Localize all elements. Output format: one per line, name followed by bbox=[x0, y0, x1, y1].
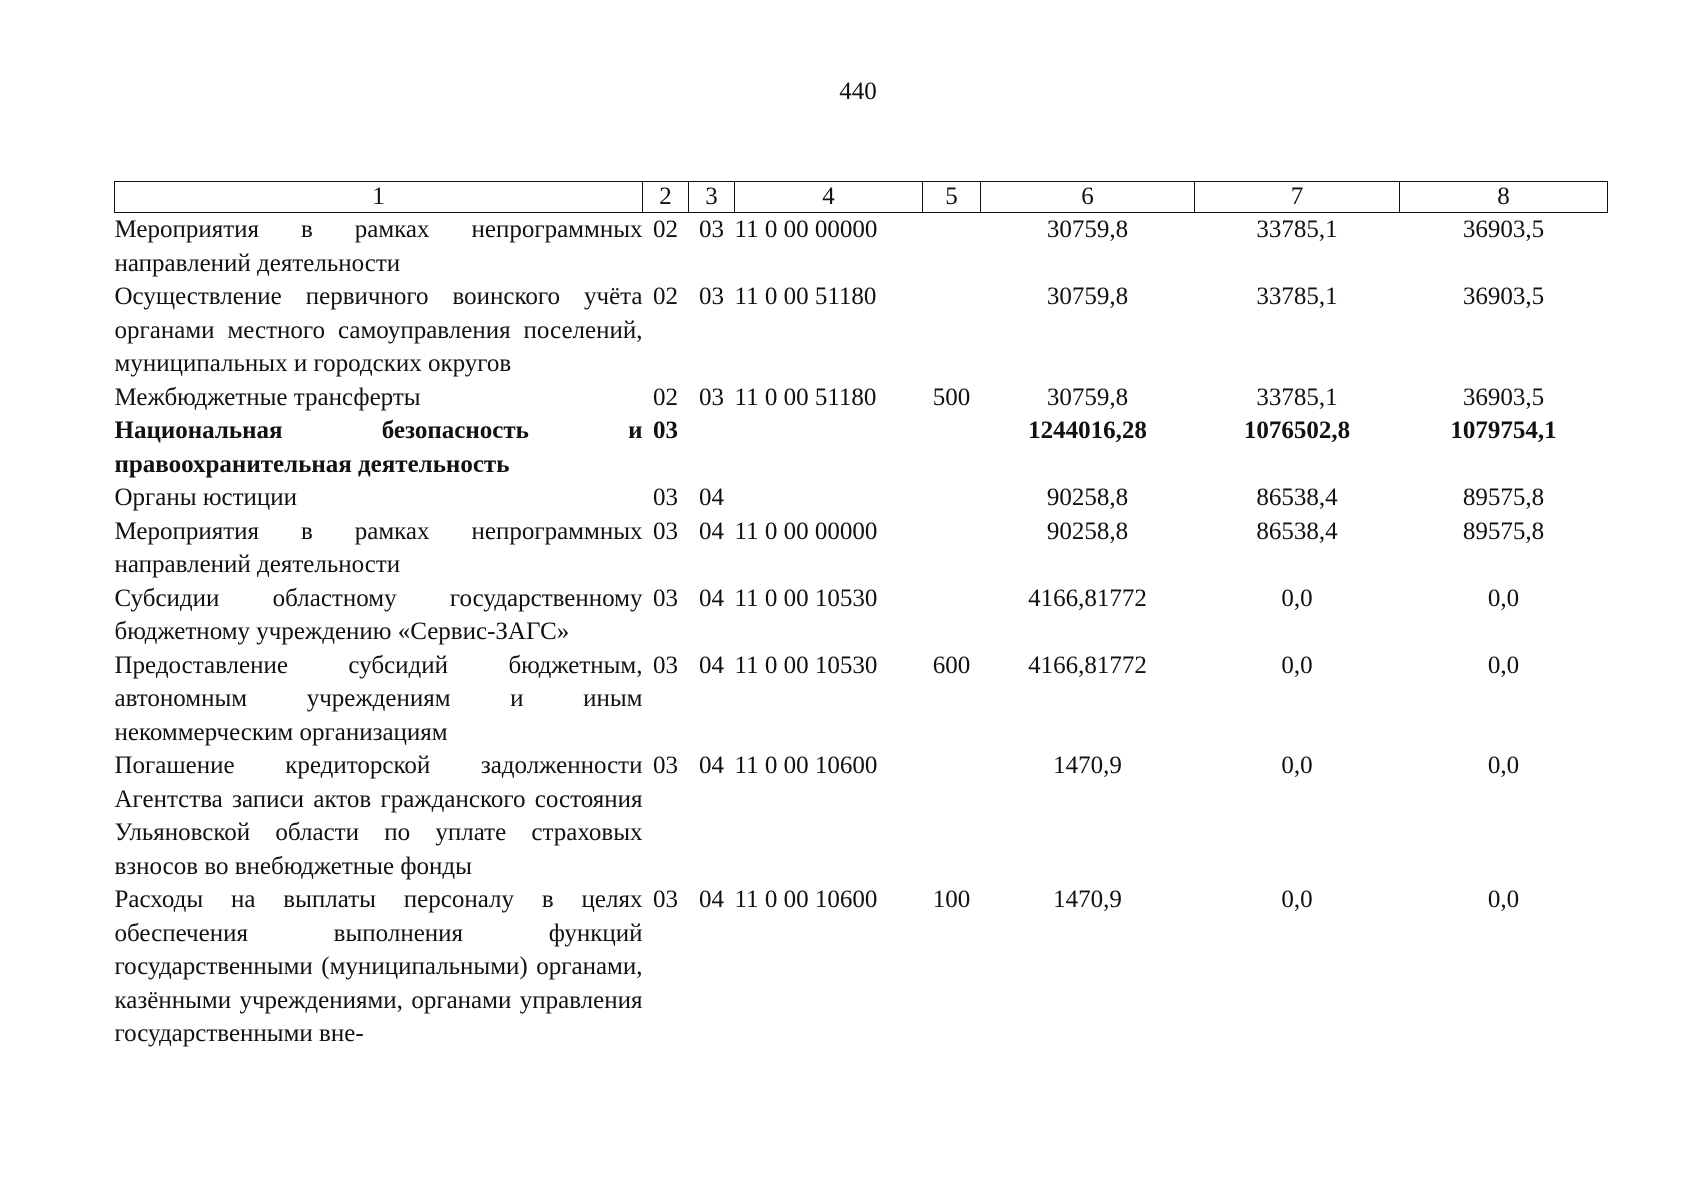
row-section-code: 03 bbox=[653, 484, 678, 511]
row-amount-col7: 33785,1 bbox=[1256, 283, 1338, 310]
row-amount-col7: 33785,1 bbox=[1256, 216, 1338, 243]
row-section-code: 03 bbox=[653, 886, 678, 913]
row-description: Предоставление субсидий бюджетным, автономным учреждениям и иным некоммерческим организациям bbox=[114, 651, 643, 746]
row-target-article: 11 0 00 51180 bbox=[734, 383, 877, 411]
row-target-article: 11 0 00 10530 bbox=[734, 584, 878, 612]
row-amount-col6: 1470,9 bbox=[1053, 886, 1122, 913]
row-section-code: 03 bbox=[653, 584, 678, 612]
row-amount-col6: 90258,8 bbox=[1046, 517, 1129, 545]
row-amount-col8: 89575,8 bbox=[1462, 484, 1545, 511]
row-subsection-code: 04 bbox=[699, 651, 724, 679]
row-amount-col6: 90258,8 bbox=[1046, 484, 1129, 511]
table-row bbox=[115, 515, 1608, 582]
table-row bbox=[115, 280, 1608, 381]
table-row bbox=[115, 481, 1608, 515]
row-amount-col7: 1076502,8 bbox=[1243, 417, 1351, 444]
row-amount-col6: 1470,9 bbox=[1053, 752, 1122, 779]
header-cell-7: 7 bbox=[1195, 182, 1400, 213]
row-description: Осуществление первичного воинского учёта органами местного самоуправления поселений, муниципальных и городских округов bbox=[114, 283, 643, 377]
row-subsection-code: 04 bbox=[699, 517, 724, 545]
row-target-article: 11 0 00 10600 bbox=[734, 752, 878, 779]
row-amount-col8: 89575,8 bbox=[1462, 517, 1545, 545]
header-cell-6: 6 bbox=[981, 182, 1195, 213]
row-subsection-code: 03 bbox=[699, 216, 724, 243]
row-description: Органы юстиции bbox=[114, 484, 298, 511]
row-amount-col8: 0,0 bbox=[1487, 584, 1520, 612]
row-section-code: 03 bbox=[653, 752, 678, 779]
header-cell-1: 1 bbox=[115, 182, 643, 213]
row-expense-type bbox=[923, 515, 981, 582]
row-amount-col7: 33785,1 bbox=[1256, 383, 1338, 411]
table-row bbox=[115, 381, 1608, 415]
table-row bbox=[115, 582, 1608, 649]
row-subsection-code: 03 bbox=[699, 283, 724, 310]
row-description: Субсидии областному государственному бюджетному учреждению «Сервис-ЗАГС» bbox=[114, 584, 643, 645]
row-target-article bbox=[735, 414, 923, 481]
header-cell-3: 3 bbox=[689, 182, 735, 213]
row-amount-col7: 0,0 bbox=[1281, 651, 1313, 679]
row-section-code: 03 bbox=[653, 417, 678, 444]
row-description: Расходы на выплаты персоналу в целях обеспечения выполнения функций государственными (муниципальными) органами, казёнными учреждениями, органами управления государственными вне- bbox=[114, 886, 643, 1047]
row-description: Мероприятия в рамках непрограммных направлений деятельности bbox=[114, 216, 643, 277]
row-target-article: 11 0 00 10530 bbox=[734, 651, 878, 679]
row-description: Погашение кредиторской задолженности Агентства записи актов гражданского состояния Ульяновской области по уплате страховых взносов во внебюджетные фонды bbox=[114, 752, 643, 880]
row-target-article: 11 0 00 51180 bbox=[734, 283, 877, 310]
row-expense-type bbox=[923, 414, 981, 481]
row-section-code: 02 bbox=[653, 216, 678, 243]
row-amount-col8: 0,0 bbox=[1487, 752, 1520, 779]
row-target-article bbox=[735, 481, 923, 515]
page-number: 440 bbox=[839, 78, 877, 105]
row-amount-col7: 0,0 bbox=[1281, 584, 1313, 612]
row-expense-type: 500 bbox=[932, 383, 971, 411]
row-amount-col8: 1079754,1 bbox=[1450, 417, 1557, 444]
row-description: Межбюджетные трансферты bbox=[114, 383, 421, 411]
row-amount-col8: 36903,5 bbox=[1462, 283, 1545, 310]
row-amount-col7: 86538,4 bbox=[1256, 517, 1338, 545]
row-expense-type bbox=[923, 213, 981, 281]
row-section-code: 03 bbox=[653, 651, 678, 679]
header-cell-4: 4 bbox=[735, 182, 923, 213]
row-expense-type bbox=[923, 749, 981, 883]
table-row bbox=[115, 649, 1608, 750]
row-subsection-code bbox=[689, 414, 735, 481]
row-amount-col6: 4166,81772 bbox=[1028, 651, 1147, 679]
row-amount-col7: 0,0 bbox=[1281, 752, 1313, 779]
table-body bbox=[115, 213, 1608, 1051]
table-row bbox=[115, 213, 1608, 281]
row-amount-col8: 0,0 bbox=[1487, 886, 1520, 913]
row-subsection-code: 04 bbox=[699, 752, 724, 779]
table-row bbox=[115, 414, 1608, 481]
row-expense-type bbox=[923, 481, 981, 515]
row-expense-type: 600 bbox=[932, 651, 971, 679]
row-section-code: 02 bbox=[653, 283, 678, 310]
row-section-code: 03 bbox=[653, 517, 678, 545]
row-expense-type: 100 bbox=[932, 886, 971, 913]
row-amount-col6: 1244016,28 bbox=[1028, 417, 1147, 444]
row-amount-col8: 36903,5 bbox=[1462, 383, 1545, 411]
row-amount-col6: 4166,81772 bbox=[1028, 584, 1147, 612]
row-expense-type bbox=[923, 280, 981, 381]
row-amount-col8: 0,0 bbox=[1487, 651, 1520, 679]
header-row bbox=[115, 182, 1608, 213]
row-subsection-code: 04 bbox=[699, 886, 724, 913]
row-amount-col6: 30759,8 bbox=[1046, 216, 1129, 243]
row-target-article: 11 0 00 10600 bbox=[734, 886, 878, 913]
row-target-article: 11 0 00 00000 bbox=[734, 216, 878, 243]
row-amount-col6: 30759,8 bbox=[1046, 283, 1129, 310]
table-row bbox=[115, 883, 1608, 1051]
table-row bbox=[115, 749, 1608, 883]
row-subsection-code: 04 bbox=[699, 484, 724, 511]
row-subsection-code: 04 bbox=[699, 584, 724, 612]
row-amount-col7: 86538,4 bbox=[1256, 484, 1338, 511]
header-cell-2: 2 bbox=[643, 182, 689, 213]
row-amount-col7: 0,0 bbox=[1281, 886, 1313, 913]
budget-table bbox=[114, 181, 1608, 1051]
row-section-code: 02 bbox=[653, 383, 678, 411]
header-cell-8: 8 bbox=[1400, 182, 1608, 213]
row-description: Национальная безопасность и правоохранительная деятельность bbox=[114, 417, 643, 478]
row-target-article: 11 0 00 00000 bbox=[734, 517, 878, 545]
row-description: Мероприятия в рамках непрограммных направлений деятельности bbox=[114, 517, 643, 578]
row-amount-col8: 36903,5 bbox=[1462, 216, 1545, 243]
row-subsection-code: 03 bbox=[699, 383, 724, 411]
row-expense-type bbox=[923, 582, 981, 649]
header-cell-5: 5 bbox=[923, 182, 981, 213]
row-amount-col6: 30759,8 bbox=[1046, 383, 1129, 411]
